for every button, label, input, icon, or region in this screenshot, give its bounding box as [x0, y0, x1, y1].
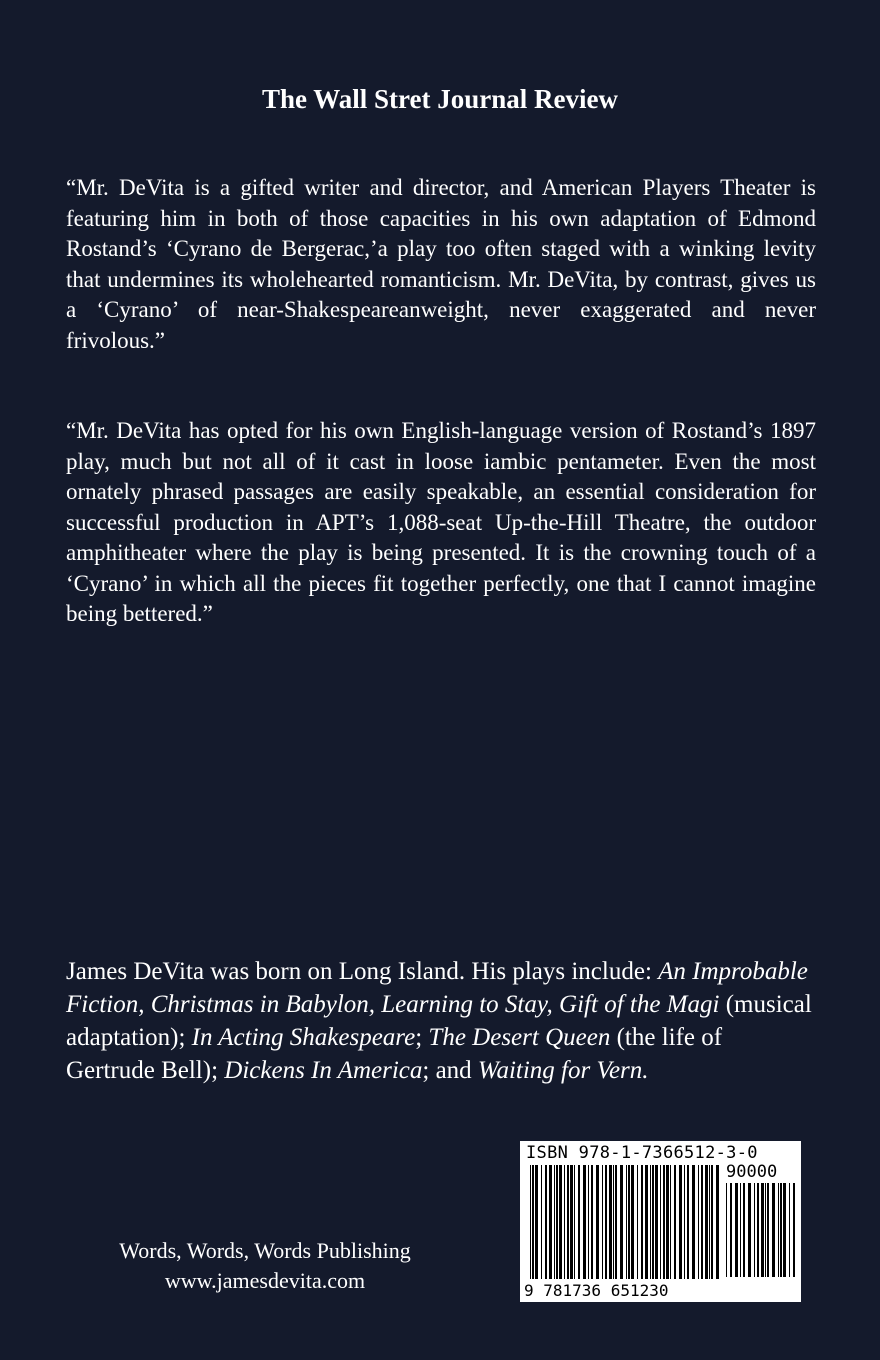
barcode-bar	[602, 1165, 603, 1279]
barcode-bar	[626, 1165, 627, 1279]
barcode-bar	[556, 1165, 558, 1279]
barcode-bar	[655, 1165, 658, 1279]
barcode-bar	[554, 1165, 555, 1279]
barcode-bar	[687, 1165, 689, 1279]
ean-digits: 9 781736 651230	[524, 1281, 669, 1300]
barcode-bar	[541, 1165, 542, 1279]
barcode-bar	[670, 1165, 671, 1279]
barcode-bar	[772, 1183, 775, 1277]
barcode-bar	[711, 1165, 713, 1279]
bio-title-3: The Desert Queen	[428, 1024, 611, 1051]
barcode-bar	[549, 1165, 552, 1279]
barcode-bar	[591, 1165, 593, 1279]
isbn-barcode	[520, 1141, 801, 1302]
barcode-bar	[567, 1165, 569, 1279]
publisher-name: Words, Words, Words Publishing	[119, 1238, 411, 1263]
review-heading: The Wall Stret Journal Review	[262, 84, 618, 114]
barcode-bar	[698, 1165, 699, 1279]
barcode-bar	[532, 1165, 534, 1279]
barcode-bar	[583, 1165, 586, 1279]
isbn-label: ISBN 978-1-7366512-3-0	[526, 1143, 758, 1163]
barcode-bar	[609, 1165, 612, 1279]
bio-text-3: ;	[415, 1024, 429, 1051]
publisher-website: www.jamesdevita.com	[164, 1268, 366, 1293]
barcode-bar	[692, 1165, 695, 1279]
barcode-bar	[789, 1183, 790, 1277]
barcode-bar	[596, 1165, 599, 1279]
barcode-bar	[754, 1183, 755, 1277]
barcode-bar	[588, 1165, 589, 1279]
barcode-bar	[705, 1165, 708, 1279]
barcode-bar	[735, 1183, 738, 1277]
barcode-bar	[631, 1165, 634, 1279]
barcode-bar	[564, 1165, 565, 1279]
barcode-bar	[726, 1183, 727, 1277]
barcode-bar	[620, 1165, 623, 1279]
barcode-bar	[578, 1165, 580, 1279]
barcode-bar	[637, 1165, 638, 1279]
barcode-bar	[652, 1165, 654, 1279]
price-code: 90000	[726, 1162, 778, 1182]
barcode-bar	[740, 1183, 741, 1277]
barcode-bar	[679, 1165, 682, 1279]
price-barcode-bars	[726, 1183, 796, 1277]
barcode-bar	[793, 1183, 795, 1277]
barcode-bar	[535, 1165, 538, 1279]
barcode-bar	[783, 1183, 786, 1277]
barcode-bar	[666, 1165, 669, 1279]
bio-title-2: In Acting Shakespeare	[191, 1024, 416, 1051]
barcode-bar	[684, 1165, 685, 1279]
barcode-bar	[765, 1183, 766, 1277]
barcode-bar	[660, 1165, 661, 1279]
barcode-bar	[761, 1183, 764, 1277]
barcode-bar	[743, 1183, 745, 1277]
barcode-bar	[628, 1165, 630, 1279]
barcode-bar	[674, 1165, 676, 1279]
author-bio	[66, 955, 816, 1087]
barcode-bar	[716, 1165, 719, 1279]
barcode-bar	[650, 1165, 651, 1279]
bio-text-4: (the life of Gertrude Bell);	[66, 1024, 723, 1084]
bio-title-5: Waiting for Vern.	[477, 1057, 649, 1084]
barcode-bar	[613, 1165, 614, 1279]
barcode-bar	[748, 1183, 751, 1277]
barcode-bar	[709, 1165, 710, 1279]
barcode-bar	[757, 1183, 759, 1277]
publisher-block	[60, 1236, 470, 1296]
barcode-bar	[570, 1165, 573, 1279]
barcode-bar	[767, 1183, 769, 1277]
review-quote-1: “Mr. DeVita is a gifted writer and director, and American Players Theater is featuring him in both of those capacities in his own adaptation of Edmond Rostand’s ‘Cyrano de Bergerac,’a play too often staged with a winking levity that undermines its wholehearted romanticism. Mr. DeVita, by contrast, gives us a ‘Cyrano’ of near-Shakespeareanweight, never exaggerated and never frivolous.”	[66, 175, 816, 353]
barcode-bar	[574, 1165, 575, 1279]
barcode-bar	[615, 1165, 617, 1279]
bio-intro: James DeVita was born on Long Island. His plays include:	[66, 958, 659, 985]
barcode-bar	[701, 1165, 703, 1279]
barcode-bar	[545, 1165, 547, 1279]
bio-text-2: (musical adaptation);	[66, 991, 812, 1051]
barcode-bar	[605, 1165, 607, 1279]
barcode-bar	[780, 1183, 782, 1277]
barcode-bar	[530, 1165, 531, 1279]
barcode-bar	[730, 1183, 732, 1277]
barcode-bar	[641, 1165, 643, 1279]
barcode-bar	[559, 1165, 562, 1279]
ean-barcode-bars	[530, 1165, 720, 1279]
barcode-bar	[645, 1165, 648, 1279]
barcode-bar	[663, 1165, 665, 1279]
review-quote-2: “Mr. DeVita has opted for his own English-language version of Rostand’s 1897 play, much but not all of it cast in loose iambic pentameter. Even the most ornately phrased passages are easily speakable, an essential consideration for successful production in APT’s 1,088-seat Up-the-Hill Theatre, the outdoor amphitheater where the play is being presented. It is the crowning touch of a ‘Cyrano’ in which all the pieces fit together perfectly, one that I cannot imagine being bettered.”	[66, 418, 816, 626]
bio-title-1: An Improbable Fiction, Christmas in Babylon, Learning to Stay, Gift of the Magi	[66, 958, 808, 1018]
bio-text-5: ; and	[422, 1057, 478, 1084]
bio-title-4: Dickens In America	[224, 1057, 423, 1084]
barcode-bar	[778, 1183, 779, 1277]
